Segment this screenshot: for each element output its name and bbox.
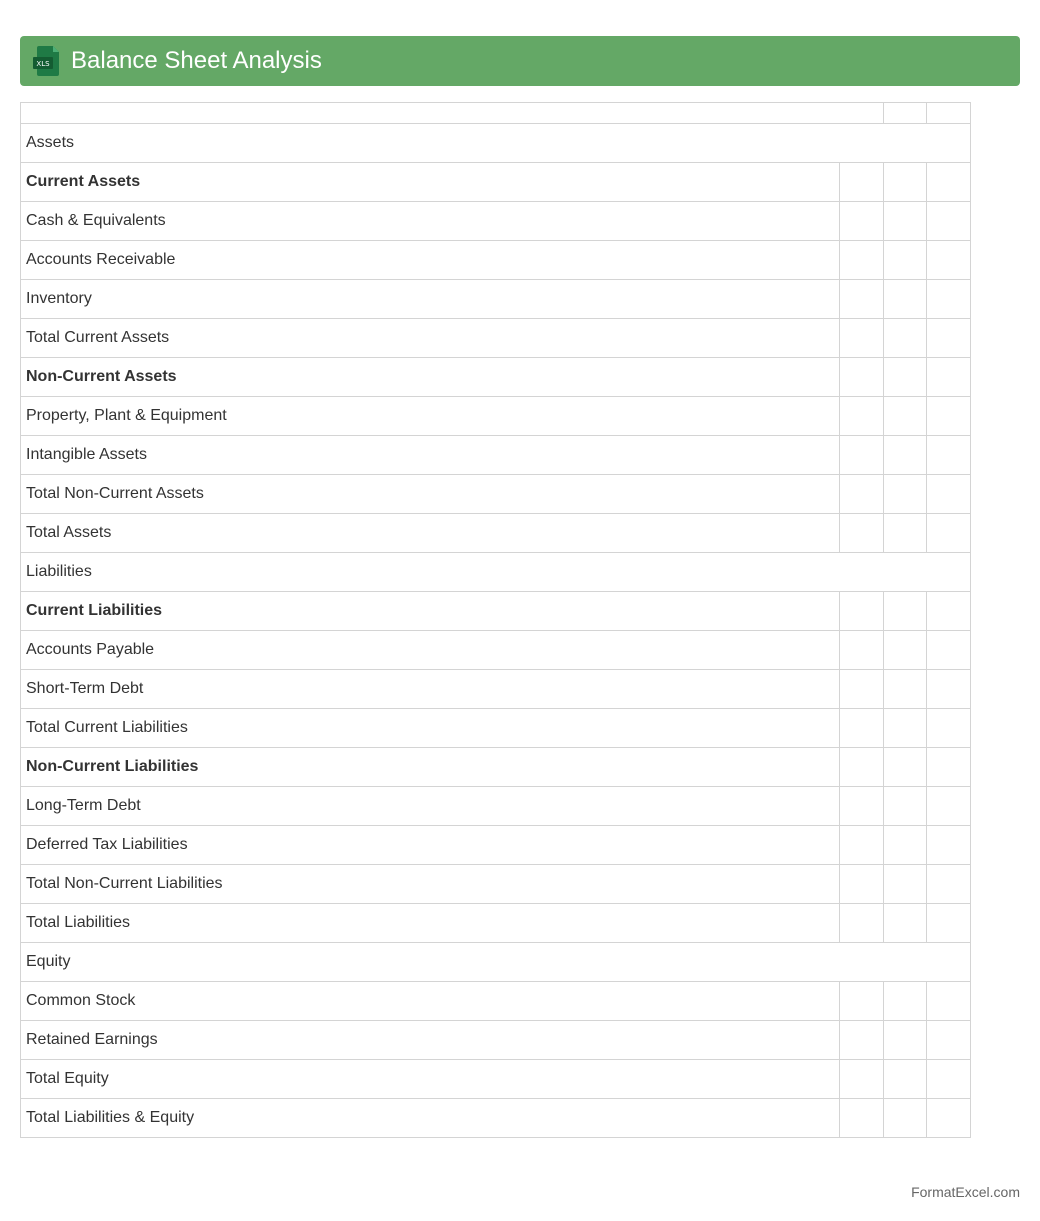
value-cell[interactable]	[927, 631, 971, 670]
row-label-cell[interactable]: Total Equity	[21, 1060, 840, 1099]
table-row	[21, 748, 971, 787]
value-cell[interactable]	[884, 358, 927, 397]
value-cell[interactable]	[927, 865, 971, 904]
value-cell[interactable]	[927, 436, 971, 475]
value-cell[interactable]	[927, 280, 971, 319]
table-row	[21, 397, 971, 436]
value-cell[interactable]	[884, 319, 927, 358]
value-cell[interactable]	[884, 592, 927, 631]
row-label-cell[interactable]: Total Assets	[21, 514, 840, 553]
table-row	[21, 241, 971, 280]
value-cell[interactable]	[840, 358, 884, 397]
page-title: Balance Sheet Analysis	[71, 47, 322, 74]
table-header-row	[21, 103, 971, 124]
row-label-cell[interactable]: Total Current Liabilities	[21, 709, 840, 748]
table-row	[21, 982, 971, 1021]
value-cell[interactable]	[840, 397, 884, 436]
value-cell[interactable]	[840, 163, 884, 202]
table-row	[21, 514, 971, 553]
table-row	[21, 865, 971, 904]
value-cell[interactable]	[884, 631, 927, 670]
footer-credit: FormatExcel.com	[911, 1184, 1020, 1200]
value-cell[interactable]	[927, 241, 971, 280]
row-label-cell[interactable]: Total Liabilities & Equity	[21, 1099, 840, 1138]
value-cell[interactable]	[927, 397, 971, 436]
table-row	[21, 163, 971, 202]
value-cell[interactable]	[884, 865, 927, 904]
value-cell[interactable]	[927, 709, 971, 748]
value-cell[interactable]	[840, 826, 884, 865]
row-label-cell[interactable]: Common Stock	[21, 982, 840, 1021]
value-cell[interactable]	[884, 709, 927, 748]
row-label-cell[interactable]: Non-Current Liabilities	[21, 748, 840, 787]
table-row	[21, 436, 971, 475]
value-cell[interactable]	[927, 163, 971, 202]
value-cell[interactable]	[884, 904, 927, 943]
value-cell[interactable]	[884, 1021, 927, 1060]
row-label-cell[interactable]: Current Liabilities	[21, 592, 840, 631]
value-cell[interactable]	[840, 748, 884, 787]
value-cell[interactable]	[884, 1099, 927, 1138]
value-cell[interactable]	[884, 787, 927, 826]
value-cell[interactable]	[840, 709, 884, 748]
value-cell[interactable]	[840, 319, 884, 358]
row-label-cell[interactable]: Retained Earnings	[21, 1021, 840, 1060]
value-cell[interactable]	[927, 358, 971, 397]
table-row	[21, 202, 971, 241]
table-row	[21, 592, 971, 631]
table-row	[21, 709, 971, 748]
value-cell[interactable]	[927, 748, 971, 787]
value-cell[interactable]	[840, 670, 884, 709]
value-cell[interactable]	[927, 982, 971, 1021]
row-label-cell[interactable]: Deferred Tax Liabilities	[21, 826, 840, 865]
row-label-cell[interactable]: Non-Current Assets	[21, 358, 840, 397]
value-cell[interactable]	[927, 826, 971, 865]
value-cell[interactable]	[884, 280, 927, 319]
value-cell[interactable]	[927, 787, 971, 826]
value-cell[interactable]	[840, 202, 884, 241]
value-cell[interactable]	[927, 202, 971, 241]
value-cell[interactable]	[884, 670, 927, 709]
table-row	[21, 631, 971, 670]
value-cell[interactable]	[884, 826, 927, 865]
table-row	[21, 787, 971, 826]
table-row	[21, 553, 971, 592]
value-cell[interactable]	[927, 592, 971, 631]
value-cell[interactable]	[840, 1021, 884, 1060]
table-row	[21, 319, 971, 358]
table-row	[21, 1060, 971, 1099]
value-cell[interactable]	[840, 592, 884, 631]
table-row	[21, 904, 971, 943]
value-cell[interactable]	[884, 475, 927, 514]
table-row	[21, 358, 971, 397]
value-cell[interactable]	[840, 280, 884, 319]
section-label-cell[interactable]: Assets	[21, 124, 971, 163]
value-cell[interactable]	[840, 475, 884, 514]
value-cell[interactable]	[927, 514, 971, 553]
value-cell[interactable]	[840, 1060, 884, 1099]
value-cell[interactable]	[840, 904, 884, 943]
header-cell[interactable]	[21, 103, 884, 124]
value-cell[interactable]	[927, 319, 971, 358]
row-label-cell[interactable]: Total Current Assets	[21, 319, 840, 358]
header-cell[interactable]	[884, 103, 927, 124]
xls-icon-text: XLS	[36, 60, 50, 68]
xls-file-icon	[33, 45, 63, 77]
value-cell[interactable]	[884, 982, 927, 1021]
table-row	[21, 670, 971, 709]
table-row	[21, 826, 971, 865]
value-cell[interactable]	[840, 436, 884, 475]
row-label-cell[interactable]: Long-Term Debt	[21, 787, 840, 826]
row-label-cell[interactable]: Property, Plant & Equipment	[21, 397, 840, 436]
value-cell[interactable]	[927, 475, 971, 514]
value-cell[interactable]	[840, 865, 884, 904]
row-label-cell[interactable]: Cash & Equivalents	[21, 202, 840, 241]
balance-sheet-table	[20, 102, 971, 1138]
table-row	[21, 280, 971, 319]
section-label-cell[interactable]: Equity	[21, 943, 971, 982]
value-cell[interactable]	[927, 670, 971, 709]
value-cell[interactable]	[840, 514, 884, 553]
row-label-cell[interactable]: Inventory	[21, 280, 840, 319]
value-cell[interactable]	[927, 1021, 971, 1060]
value-cell[interactable]	[840, 787, 884, 826]
row-label-cell[interactable]: Total Liabilities	[21, 904, 840, 943]
table-row	[21, 124, 971, 163]
row-label-cell[interactable]: Total Non-Current Liabilities	[21, 865, 840, 904]
value-cell[interactable]	[884, 1060, 927, 1099]
table-row	[21, 943, 971, 982]
value-cell[interactable]	[840, 631, 884, 670]
table-row	[21, 475, 971, 514]
header-cell[interactable]	[927, 103, 971, 124]
table-row	[21, 1021, 971, 1060]
value-cell[interactable]	[840, 241, 884, 280]
value-cell[interactable]	[884, 748, 927, 787]
value-cell[interactable]	[927, 1099, 971, 1138]
value-cell[interactable]	[927, 1060, 971, 1099]
row-label-cell[interactable]: Total Non-Current Assets	[21, 475, 840, 514]
value-cell[interactable]	[927, 904, 971, 943]
row-label-cell[interactable]: Accounts Receivable	[21, 241, 840, 280]
value-cell[interactable]	[884, 436, 927, 475]
value-cell[interactable]	[840, 1099, 884, 1138]
value-cell[interactable]	[884, 241, 927, 280]
value-cell[interactable]	[884, 514, 927, 553]
value-cell[interactable]	[840, 982, 884, 1021]
row-label-cell[interactable]: Accounts Payable	[21, 631, 840, 670]
table-row	[21, 1099, 971, 1138]
row-label-cell[interactable]: Short-Term Debt	[21, 670, 840, 709]
row-label-cell[interactable]: Current Assets	[21, 163, 840, 202]
section-label-cell[interactable]: Liabilities	[21, 553, 971, 592]
value-cell[interactable]	[884, 163, 927, 202]
page-header	[20, 36, 1020, 86]
value-cell[interactable]	[884, 397, 927, 436]
value-cell[interactable]	[884, 202, 927, 241]
row-label-cell[interactable]: Intangible Assets	[21, 436, 840, 475]
